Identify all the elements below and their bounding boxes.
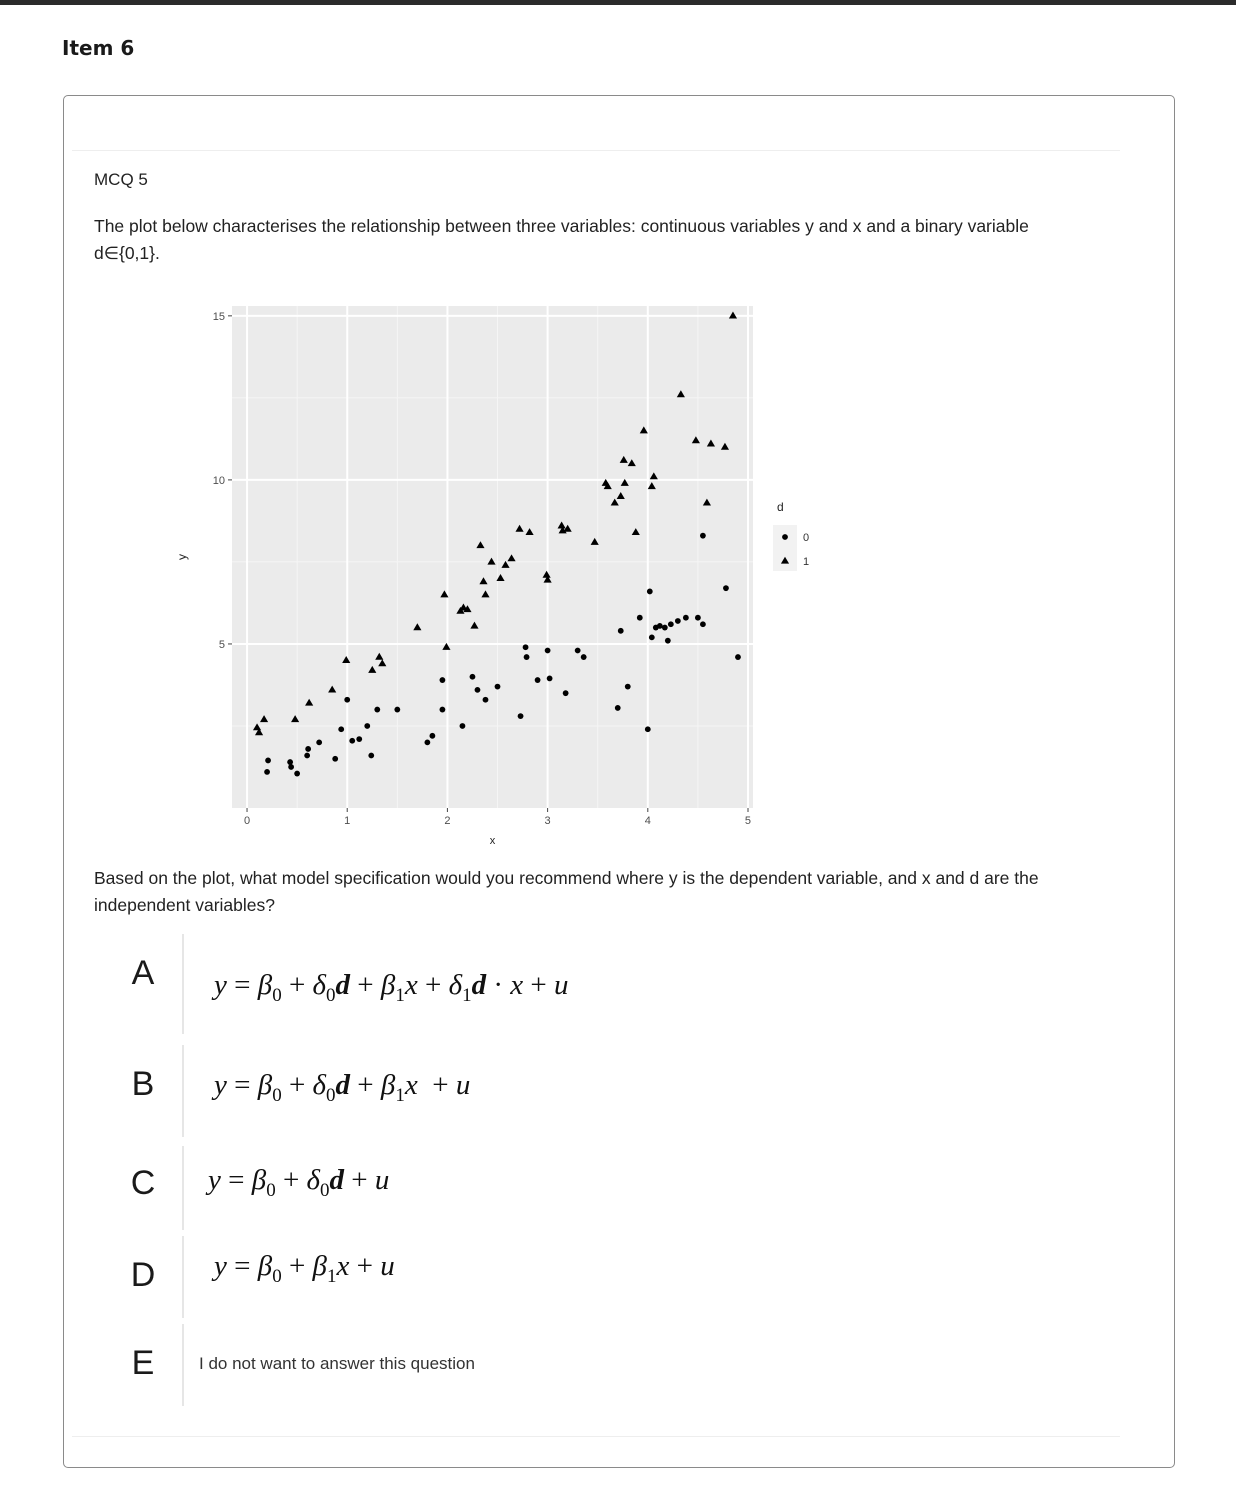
- y-tick-label: 15: [212, 310, 225, 323]
- point-d0: [625, 684, 631, 690]
- option-d-letter: D: [130, 1256, 156, 1294]
- legend-label-1: 1: [803, 556, 810, 568]
- point-d0: [440, 677, 446, 683]
- point-d0: [368, 753, 374, 759]
- point-d0: [495, 684, 501, 690]
- point-d0: [364, 723, 370, 729]
- point-d0: [695, 615, 701, 621]
- question-card: [63, 95, 1175, 1468]
- x-tick-label: 0: [243, 815, 251, 827]
- point-d0: [265, 758, 271, 764]
- point-d0: [665, 638, 671, 644]
- point-d0: [287, 759, 293, 765]
- point-d0: [475, 687, 481, 693]
- item-title: Item 6: [62, 36, 135, 60]
- option-c-divider: [182, 1146, 184, 1230]
- point-d0: [535, 677, 541, 683]
- point-d0: [615, 705, 621, 711]
- point-d0: [344, 697, 350, 703]
- x-tick-label: 5: [744, 815, 752, 827]
- option-b-letter: B: [131, 1065, 155, 1103]
- point-d0: [356, 736, 362, 742]
- point-d0: [316, 739, 322, 745]
- x-tick-label: 3: [544, 815, 551, 827]
- option-d-divider: [182, 1236, 184, 1318]
- point-d0: [668, 621, 674, 627]
- option-a[interactable]: [122, 934, 1022, 1034]
- option-b-divider: [182, 1045, 184, 1137]
- point-d0: [647, 589, 653, 595]
- plot-panel: [232, 306, 753, 808]
- point-d0: [545, 648, 551, 654]
- point-d0: [374, 707, 380, 713]
- point-d0: [547, 675, 553, 681]
- point-d0: [683, 615, 689, 621]
- question-stem: The plot below characterises the relationship between three variables: continuous variables y and x and a binary variable d∈{0,1}.: [94, 216, 1029, 263]
- question-label: MCQ 5: [94, 170, 148, 189]
- card-divider-bottom: [72, 1436, 1120, 1437]
- option-d[interactable]: [122, 1236, 1022, 1318]
- option-e-text: I do not want to answer this question: [199, 1354, 475, 1373]
- window-top-bar: [0, 0, 1236, 5]
- x-tick-label: 1: [344, 815, 351, 827]
- option-e-divider: [182, 1324, 184, 1406]
- point-d0: [294, 771, 300, 777]
- y-tick-label: 5: [218, 638, 225, 651]
- y-tick-label: 10: [212, 474, 225, 487]
- legend-key-circle: [782, 534, 788, 540]
- point-d0: [349, 738, 355, 744]
- option-e[interactable]: [122, 1324, 1022, 1406]
- legend-label-0: 0: [803, 532, 810, 544]
- point-d0: [424, 739, 430, 745]
- point-d0: [524, 654, 530, 660]
- x-axis-title: x: [489, 835, 496, 847]
- option-c-formula: $y = \beta_0 + \delta_0d + u$: [208, 1164, 390, 1201]
- point-d0: [523, 644, 529, 650]
- point-d0: [470, 674, 476, 680]
- option-c[interactable]: [122, 1146, 1022, 1230]
- point-d0: [657, 623, 663, 629]
- x-tick-label: 4: [644, 815, 651, 827]
- option-e-letter: E: [131, 1344, 155, 1382]
- point-d0: [581, 654, 587, 660]
- point-d0: [735, 654, 741, 660]
- point-d0: [429, 733, 435, 739]
- point-d0: [563, 690, 569, 696]
- point-d0: [649, 634, 655, 640]
- card-divider-top: [72, 150, 1120, 151]
- option-a-divider: [182, 934, 184, 1034]
- point-d0: [440, 707, 446, 713]
- point-d0: [304, 753, 310, 759]
- point-d0: [700, 533, 706, 539]
- question-prompt: Based on the plot, what model specification would you recommend where y is the dependent variable, and x and d are the independent variables?: [94, 868, 1039, 915]
- point-d0: [645, 726, 651, 732]
- x-tick-label: 2: [444, 815, 451, 827]
- point-d0: [637, 615, 643, 621]
- option-d-formula: $y = \beta_0 + \beta_1x + u$: [214, 1250, 395, 1287]
- option-a-formula: $y = \beta_0 + \delta_0d + \beta_1x + \delta_1d \cdot x + u$: [214, 969, 569, 1006]
- point-d0: [483, 697, 489, 703]
- option-b[interactable]: [122, 1045, 1022, 1137]
- point-d0: [288, 764, 294, 770]
- option-a-letter: A: [131, 954, 155, 992]
- point-d0: [394, 707, 400, 713]
- point-d0: [264, 769, 270, 775]
- point-d0: [618, 628, 624, 634]
- legend-key-bg: [773, 525, 797, 571]
- option-c-letter: C: [130, 1164, 156, 1202]
- point-d0: [575, 648, 581, 654]
- point-d0: [700, 621, 706, 627]
- legend-title: d: [777, 500, 784, 514]
- point-d0: [332, 756, 338, 762]
- point-d0: [460, 723, 466, 729]
- point-d0: [723, 585, 729, 591]
- option-b-formula: $y = \beta_0 + \delta_0d + \beta_1x + u$: [214, 1069, 471, 1106]
- point-d0: [675, 618, 681, 624]
- point-d0: [338, 726, 344, 732]
- y-axis-title: y: [175, 554, 189, 560]
- point-d0: [662, 625, 668, 631]
- scatter-plot: [164, 298, 844, 850]
- point-d0: [305, 746, 311, 752]
- point-d0: [518, 713, 524, 719]
